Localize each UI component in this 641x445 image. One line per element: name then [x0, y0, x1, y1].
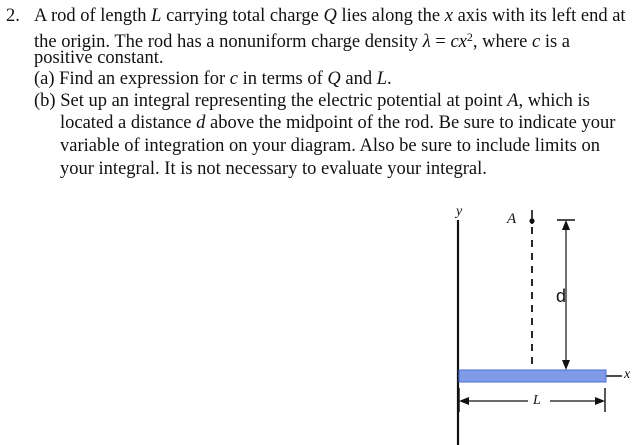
charged-rod — [459, 370, 606, 382]
intro-line-3: positive constant. — [34, 48, 164, 68]
part-b-line-1: (b) Set up an integral representing the electric potential at point A, which is — [34, 91, 590, 111]
y-axis-label: y — [456, 204, 463, 219]
distance-d-label: d — [556, 286, 567, 306]
d-arrow-up — [562, 220, 570, 230]
intro-line-2: the origin. The rod has a nonuniform charge density $\lambda = cx^2$, where c is a — [34, 30, 571, 52]
part-b-line-4: your integral. It is not necessary to evaluate your integral. — [60, 159, 487, 179]
length-l-label: L — [533, 393, 541, 408]
part-a: (a) Find an expression for c in terms of Q and L. — [34, 69, 392, 89]
problem-number: 2. — [6, 6, 20, 26]
part-b-line-3: variable of integration on your diagram. Also be sure to include limits on — [60, 136, 600, 156]
part-b-line-2: located a distance d above the midpoint of the rod. Be sure to indicate your — [60, 113, 616, 133]
l-arrow-right — [595, 397, 605, 405]
x-axis-label: x — [624, 367, 631, 382]
point-a-label: A — [507, 211, 517, 227]
d-arrow-down — [562, 360, 570, 370]
l-arrow-left — [459, 397, 469, 405]
intro-line-1: A rod of length L carrying total charge Q lies along the x axis with its left end at — [34, 6, 626, 26]
rod-diagram — [440, 200, 640, 445]
